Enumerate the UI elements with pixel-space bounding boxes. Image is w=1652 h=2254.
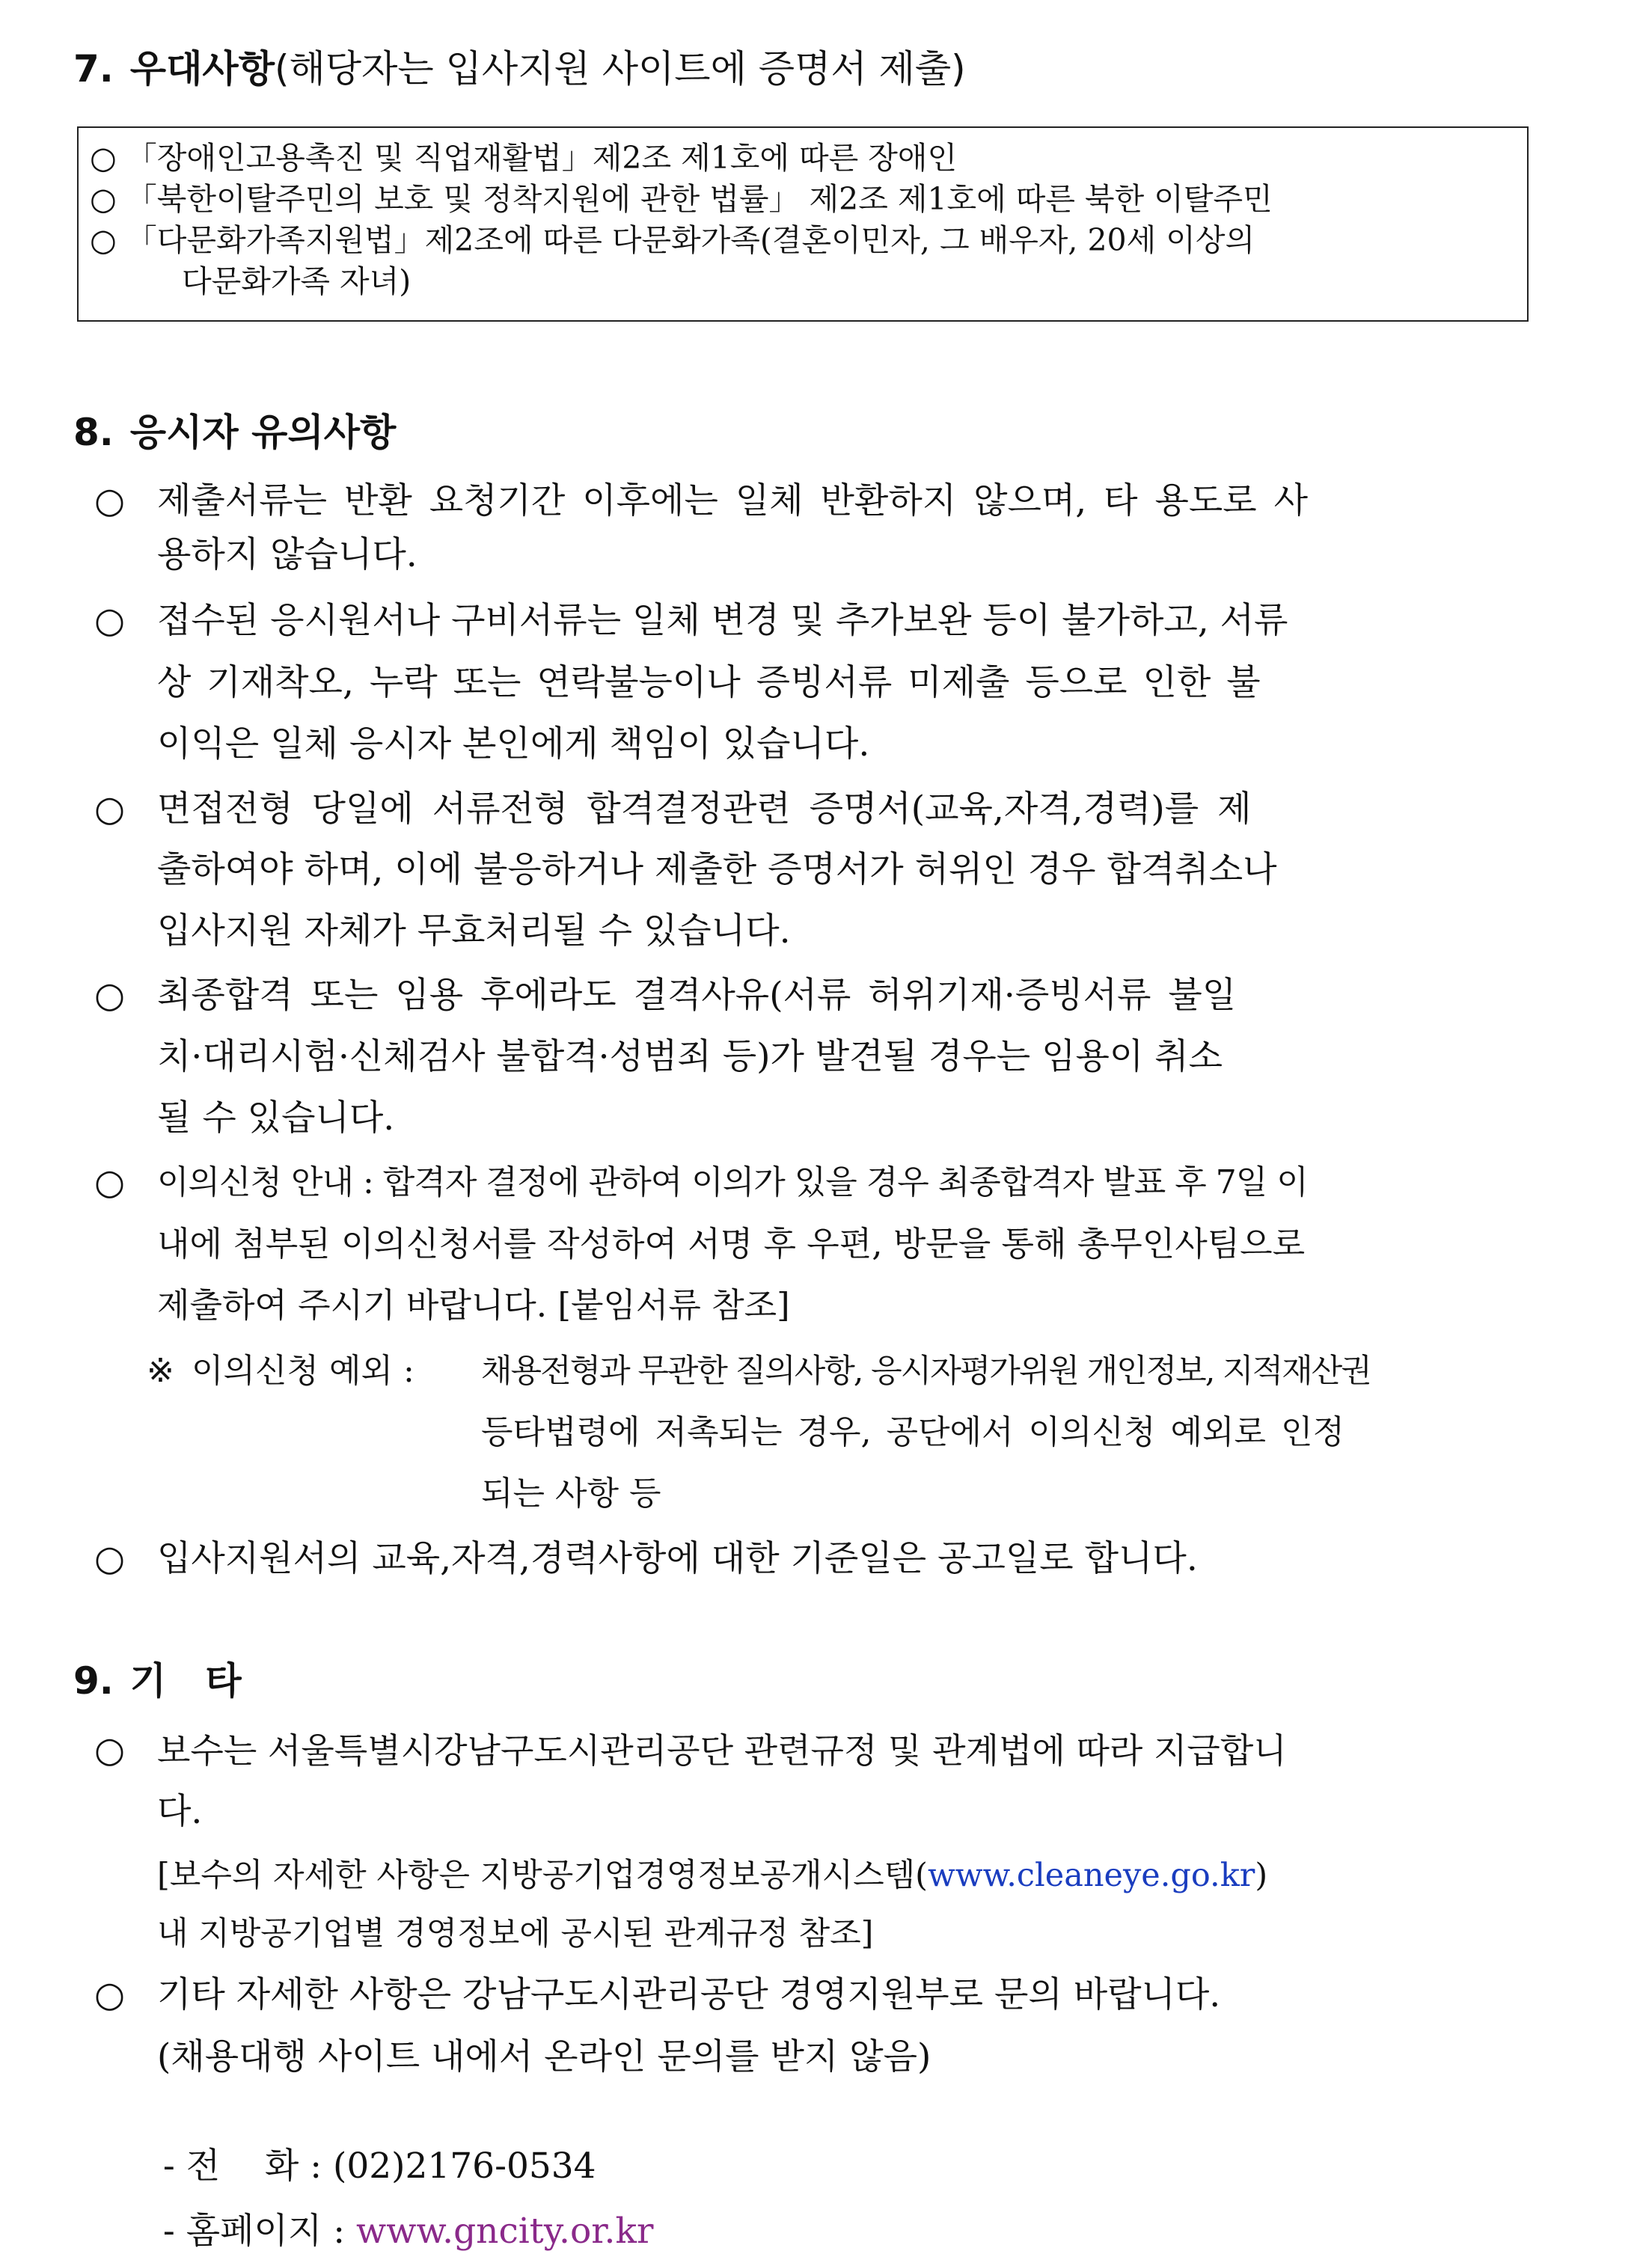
bullet-8-4: ○ [94,975,126,1016]
section-9-number: 9. [73,1659,114,1703]
notice-line: 출하여야 하며, 이에 불응하거나 제출한 증명서가 허위인 경우 합격취소나 [157,849,1277,890]
bullet-9-1: ○ [94,1730,126,1771]
exception-line: 등타법령에 저촉되는 경우, 공단에서 이의신청 예외로 인정 [481,1413,1344,1451]
notice-line: 내에 첨부된 이의신청서를 작성하여 서명 후 우편, 방문을 통해 총무인사팀으로 [157,1224,1306,1264]
bullet-8-5: ○ [94,1162,126,1203]
notice-line: 면접전형 당일에 서류전형 합격결정관련 증명서(교육,자격,경력)를 제 [157,788,1252,830]
preference-item-multicultural: ○ 「다문화가족지원법」제2조에 따른 다문화가족(결혼이민자, 그 배우자, 20세 이상의 [90,222,1255,258]
notice-line: 용하지 않습니다. [157,534,417,575]
section-9-heading [73,1659,242,1703]
pay-note-text: [보수의 자세한 사항은 지방공기업경영정보공개시스템( [157,1857,928,1894]
section-9-title: 기 타 [129,1659,242,1703]
bullet-8-2: ○ [94,600,126,641]
phone-label: - 전 화 : [162,2146,333,2187]
bullet-8-3: ○ [94,788,126,830]
notice-line: 입사지원서의 교육,자격,경력사항에 대한 기준일은 공고일로 합니다. [157,1538,1198,1579]
exception-mark: ※ [147,1352,174,1390]
notice-line: 치·대리시험·신체검사 불합격·성범죄 등)가 발견될 경우는 임용이 취소 [157,1036,1223,1077]
notice-line: 제출서류는 반환 요청기간 이후에는 일체 반환하지 않으며, 타 용도로 사 [157,480,1309,521]
pay-note-close: ) [1255,1857,1268,1894]
notice-line: 제출하여 주시기 바랍니다. [붙임서류 참조] [157,1285,790,1325]
misc-line: 다. [157,1791,203,1832]
preference-item-multicultural-cont: 다문화가족 자녀) [182,263,412,299]
notice-line: 될 수 있습니다. [157,1097,395,1139]
notice-line: 입사지원 자체가 무효처리될 수 있습니다. [157,910,791,952]
preference-item-disabled: ○ 「장애인고용촉진 및 직업재활법」제2조 제1호에 따른 장애인 [90,140,958,176]
exception-label: 이의신청 예외 : [192,1352,414,1390]
homepage-row [141,2164,653,2254]
misc-line: 기타 자세한 사항은 강남구도시관리공단 경영지원부로 문의 바랍니다. [157,1974,1221,2015]
misc-line: 보수는 서울특별시강남구도시관리공단 관련규정 및 관계법에 따라 지급합니 [157,1730,1287,1771]
misc-line: (채용대행 사이트 내에서 온라인 문의를 받지 않음) [157,2036,931,2077]
notice-line: 접수된 응시원서나 구비서류는 일체 변경 및 추가보완 등이 불가하고, 서류 [157,600,1288,641]
section-8-number: 8. [73,411,114,454]
section-7-heading [73,46,966,91]
notice-line: 최종합격 또는 임용 후에라도 결격사유(서류 허위기재·증빙서류 불일 [157,975,1237,1016]
notice-line: 이의신청 안내 : 합격자 결정에 관하여 이의가 있을 경우 최종합격자 발표 후 7일 이 [157,1163,1308,1201]
section-7-note: (해당자는 입사지원 사이트에 증명서 제출) [275,47,966,91]
section-7-number: 7. [73,47,114,91]
homepage-label: - 홈페이지 : [162,2211,357,2252]
notice-line: 상 기재착오, 누락 또는 연락불능이나 증빙서류 미제출 등으로 인한 불 [157,662,1261,703]
preference-item-defector: ○ 「북한이탈주민의 보호 및 정착지원에 관한 법률」 제2조 제1호에 따른 북한 이탈주민 [90,181,1273,217]
homepage-link[interactable]: www.gncity.or.kr [356,2211,654,2252]
section-7-title: 우대사항 [129,47,275,91]
phone-number: (02)2176-0534 [333,2146,596,2187]
section-8-title: 응시자 유의사항 [129,411,397,454]
bullet-8-6: ○ [94,1538,126,1579]
cleaneye-link[interactable]: www.cleaneye.go.kr [927,1857,1255,1894]
pay-note-line-2: 내 지방공기업별 경영정보에 공시된 관계규정 참조] [157,1915,874,1953]
bullet-8-1: ○ [94,480,126,521]
pay-note-line [157,1853,1267,1898]
section-8-heading [73,410,396,455]
exception-line: 되는 사항 등 [481,1474,661,1513]
exception-line: 채용전형과 무관한 질의사항, 응시자평가위원 개인정보, 지적재산권 [481,1353,1371,1390]
bullet-9-2: ○ [94,1974,126,2015]
notice-line: 이익은 일체 응시자 본인에게 책임이 있습니다. [157,723,870,765]
